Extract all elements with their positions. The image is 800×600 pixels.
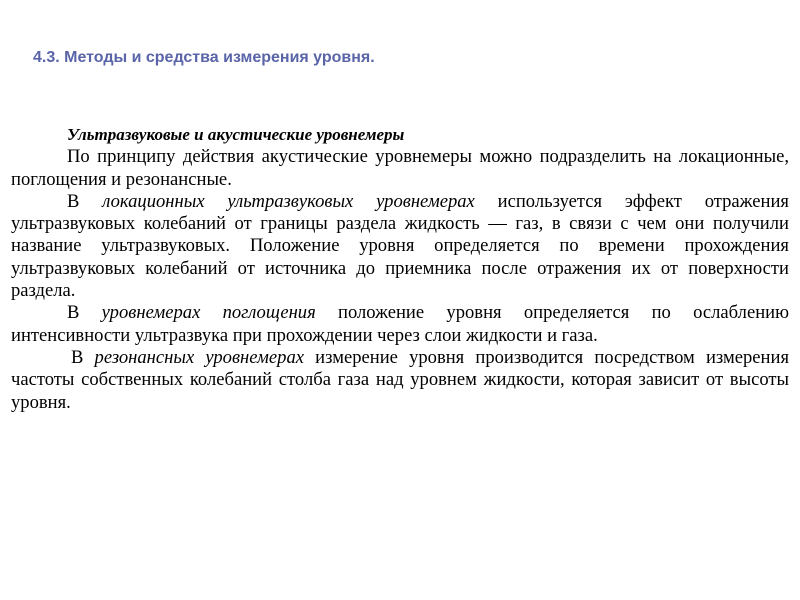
paragraph-lead: В bbox=[67, 302, 102, 324]
slide-title: 4.3. Методы и средства измерения уровня. bbox=[33, 49, 375, 66]
paragraph-resonance-gauges bbox=[11, 347, 789, 414]
paragraph-location-gauges bbox=[11, 191, 789, 302]
paragraph-rest: используется эффект отражения ультразвуковых колебаний от границы раздела жидкость — газ, в связи с чем они получили название ультразвуковых. Положение уровня определяется по времени прохождения ультразвуковых колебаний от источника до приемника после отражения их от поверхности раздела. bbox=[11, 190, 789, 302]
emphasis-term: резонансных уровнемерах bbox=[94, 346, 305, 368]
slide-body bbox=[11, 124, 789, 414]
subheading: Ультразвуковые и акустические уровнемеры bbox=[67, 125, 405, 144]
paragraph-intro: По принципу действия акустические уровнемеры можно подразделить на локационные, поглощения и резонансные. bbox=[11, 146, 789, 190]
emphasis-term: локационных ультразвуковых уровнемерах bbox=[102, 190, 475, 212]
paragraph-lead: В bbox=[67, 190, 103, 212]
paragraph-rest: положение уровня определяется по ослаблению интенсивности ультразвука при прохождении через слои жидкости и газа. bbox=[11, 302, 789, 346]
paragraph-absorption-gauges bbox=[11, 302, 789, 347]
paragraph-rest: измерение уровня производится посредством измерения частоты собственных колебаний столба газа над уровнем жидкости, которая зависит от высоты уровня. bbox=[11, 346, 790, 413]
paragraph-lead: В bbox=[71, 346, 95, 368]
emphasis-term: уровнемерах поглощения bbox=[101, 302, 316, 324]
